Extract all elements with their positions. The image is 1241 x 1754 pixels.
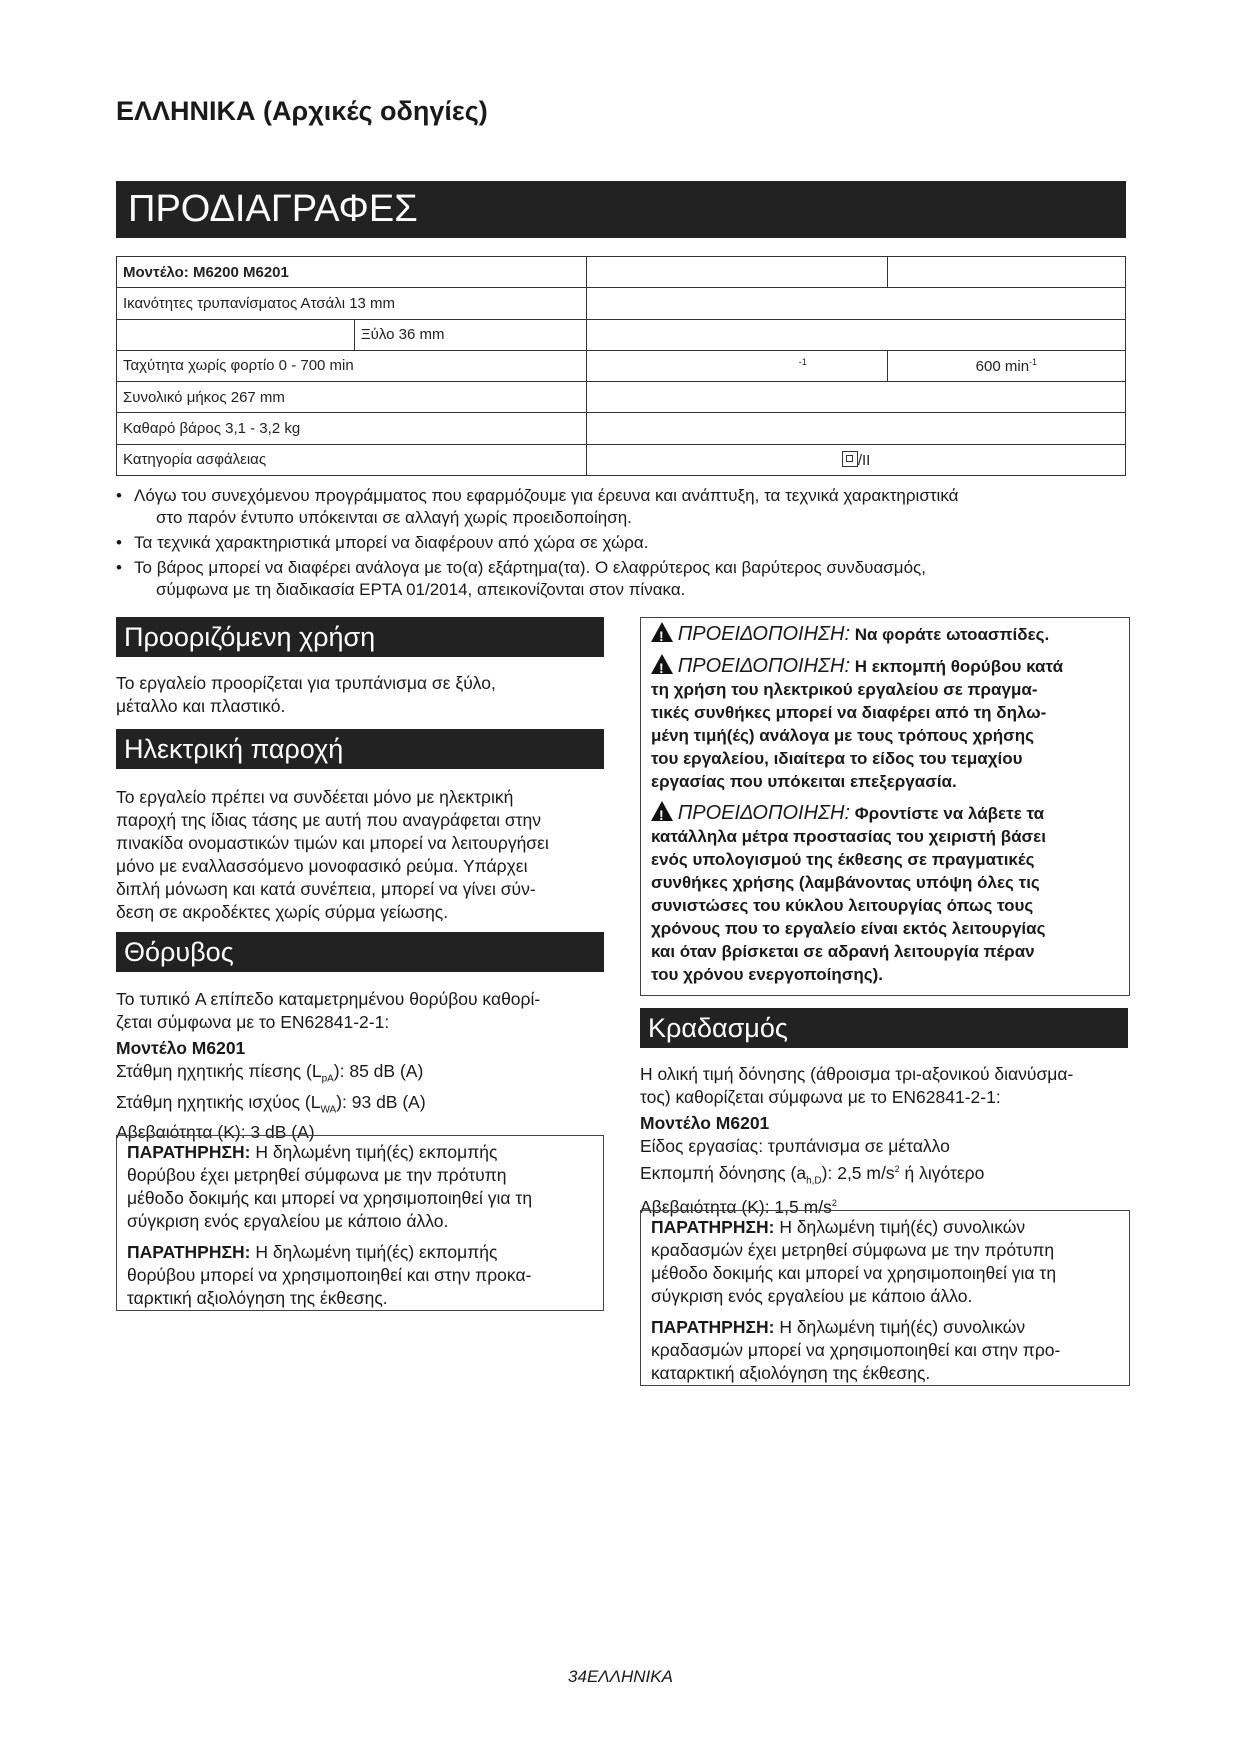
warning-ear-protection: ! ΠΡΟΕΙΔΟΠΟΙΗΣΗ: Να φοράτε ωτοασπίδες. [651,622,1119,646]
table-row [117,382,1126,413]
noise-note-1: ΠΑΡΑΤΗΡΗΣΗ: Η δηλωμένη τιμή(ές) εκπομπής θορύβου έχει μετρηθεί σύμφωνα με την πρότυπη μέθοδο δοκιμής και μπορεί να χρησιμοποιηθεί για τη σύγκριση ενός εργαλείου με κάποιο άλλο. [127,1142,533,1231]
vibration-notes-box [640,1210,1130,1386]
warning-icon [651,622,673,642]
intended-use-text: Το εργαλείο προορίζεται για τρυπάνισμα σε ξύλο, μέταλλο και πλαστικό. [116,673,496,716]
table-cell [887,257,1125,288]
speed-value-cell: 600 $\min^{-1}$ [887,350,1125,381]
table-cell [587,382,1126,413]
warning-icon [651,801,673,821]
vibration-note-2: ΠΑΡΑΤΗΡΗΣΗ: Η δηλωμένη τιμή(ές) συνολικών κραδασμών μπορεί να χρησιμοποιηθεί και στην προ- καταρκτική αξιολόγηση της έκθεσης. [651,1317,1061,1383]
speed-unit-cell: -1 [587,350,888,381]
power-supply-heading: Ηλεκτρική παροχή [116,729,604,769]
double-insulation-icon [842,451,858,467]
specifications-heading: ΠΡΟΔΙΑΓΡΑΦΕΣ [116,181,1126,238]
table-cell [587,319,1126,350]
table-row [117,413,1126,444]
specifications-table [116,256,1126,476]
table-row [117,319,1126,350]
page-footer: 34ΕΛΛΗΝΙΚΑ [568,1667,673,1686]
model-cell: Μοντέλο: M6200 M6201 [117,257,587,288]
list-item: • Λόγω του συνεχόμενου προγράμματος που εφαρμόζουμε για έρευνα και ανάπτυξη, τα τεχνικά χαρακτηριστικά στο παρόν έντυπο υπόκεινται σε αλλαγή χωρίς προειδοποίηση. [116,485,1126,529]
warning-noise-emission: ! ΠΡΟΕΙΔΟΠΟΙΗΣΗ: Η εκπομπή θορύβου κατά τη χρήση του ηλεκτρικού εργαλείου σε πραγμα- τικές συνθήκες μπορεί να διαφέρει από τη δηλω- μένη τιμή(ές) ανάλογα με τους τρόπους χρήσης του εργαλείου, ιδιαίτερα το είδος του τεμαχίου εργασίας που υπόκειται επεξεργασία. [651,654,1119,793]
length-cell: Συνολικό μήκος 267 mm [117,382,587,413]
speed-cell: Ταχύτητα χωρίς φορτίο 0 - 700 min [117,350,587,381]
noise-notes-box [116,1135,604,1311]
warning-icon [651,654,673,674]
table-cell [587,257,888,288]
warning-operator-protection: ! ΠΡΟΕΙΔΟΠΟΙΗΣΗ: Φροντίστε να λάβετε τα κατάλληλα μέτρα προστασίας του χειριστή βάσει ενός υπολογισμού της έκθεσης σε πραγματικές συνθήκες χρήσης (λαμβάνοντας υπόψη όλες τις συνιστώσες του κύκλου λειτουργίας όπως τους χρόνους που το εργαλείο είναι εκτός λειτουργίας και όταν βρίσκεται σε αδρανή λειτουργία πέραν του χρόνου ενεργοποίησης). [651,801,1119,986]
intended-use-heading: Προοριζόμενη χρήση [116,617,604,657]
warnings-box [640,617,1130,996]
power-supply-text: Το εργαλείο πρέπει να συνδέεται μόνο με ηλεκτρική παροχή της ίδιας τάσης με αυτή που αναγράφεται στην πινακίδα ονομαστικών τιμών και μπορεί να λειτουργήσει μόνο με εναλλασσόμενο μονοφασικό ρεύμα. Υπάρχει διπλή μόνωση και κατά συνέπεια, μπορεί να γίνει σύν- δεση σε ακροδέκτες χωρίς σύρμα γείωσης. [116,787,549,922]
vibration-text: Η ολική τιμή δόνησης (άθροισμα τρι-αξονικού διανύσμα- τος) καθορίζεται σύμφωνα με το EN62841-2-1: Μοντέλο M6201 Είδος εργασίας: τρυπάνισμα σε μέταλλο Εκπομπή δόνησης $(a_{h,D})$: 2,5 $m/s^2$ ή λιγότερο Αβεβαιότητα (K): 1,5 $m/s^2$ [640,1064,1074,1218]
weight-cell: Καθαρό βάρος 3,1 - 3,2 kg [117,413,587,444]
safety-class-cell: Κατηγορία ασφάλειας [117,444,587,475]
vibration-note-1: ΠΑΡΑΤΗΡΗΣΗ: Η δηλωμένη τιμή(ές) συνολικών κραδασμών έχει μετρηθεί σύμφωνα με την πρότυπη μέθοδο δοκιμής και μπορεί να χρησιμοποιηθεί για τη σύγκριση ενός εργαλείου με κάποιο άλλο. [651,1217,1057,1306]
table-row [117,257,1126,288]
list-item: • Το βάρος μπορεί να διαφέρει ανάλογα με το(α) εξάρτημα(τα). Ο ελαφρύτερος και βαρύτερος συνδυασμός, σύμφωνα με τη διαδικασία EPTA 01/2014, απεικονίζονται στον πίνακα. [116,557,1126,601]
language-title: ΕΛΛΗΝΙΚΑ (Αρχικές οδηγίες) [116,96,488,126]
table-cell [117,319,355,350]
safety-class-value-cell: /II [587,444,1126,475]
noise-note-2: ΠΑΡΑΤΗΡΗΣΗ: Η δηλωμένη τιμή(ές) εκπομπής θορύβου μπορεί να χρησιμοποιηθεί και στην προκα- ταρκτική αξιολόγηση της έκθεσης. [127,1242,532,1308]
table-cell [587,288,1126,319]
drill-capacity-cell: Ικανότητες τρυπανίσματος Ατσάλι 13 mm [117,288,587,319]
noise-text: Το τυπικό A επίπεδο καταμετρημένου θορύβου καθορί- ζεται σύμφωνα με το EN62841-2-1: Μοντέλο M6201 Στάθμη ηχητικής πίεσης $(L_{pA})$: 85 dB (A) Στάθμη ηχητικής ισχύος $(L_{WA})$: 93 dB (A) Αβεβαιότητα (K): 3 dB (A) [116,989,541,1142]
spec-notes-list [116,485,1126,604]
table-row [117,444,1126,475]
wood-capacity-cell: Ξύλο 36 mm [354,319,586,350]
table-row [117,288,1126,319]
vibration-heading: Κραδασμός [640,1008,1128,1048]
list-item: • Τα τεχνικά χαρακτηριστικά μπορεί να διαφέρουν από χώρα σε χώρα. [116,532,1126,554]
table-row [117,350,1126,381]
noise-heading: Θόρυβος [116,932,604,972]
table-cell [587,413,1126,444]
